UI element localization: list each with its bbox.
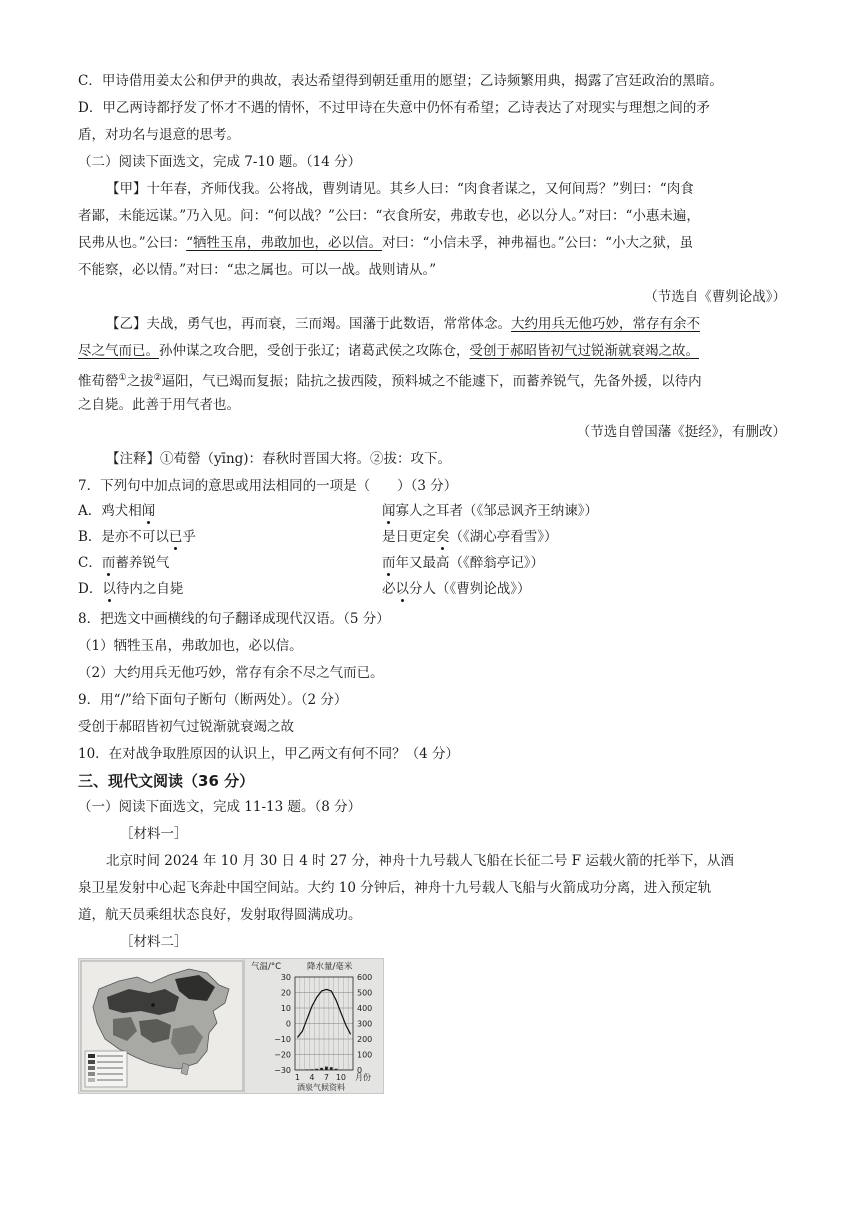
q7-c-right-text: 年又最高（《醉翁亭记》）	[395, 555, 544, 571]
x-tick-label: 4	[309, 1073, 315, 1082]
q8-stem: 8．把选文中画横线的句子翻译成现代汉语。（5 分）	[78, 611, 390, 627]
option-d-line1: D．甲乙两诗都抒发了怀才不遇的情怀，不过甲诗在失意中仍怀有希望；乙诗表达了对现实与理想之间的矛	[78, 100, 710, 116]
left-tick-label: 30	[280, 973, 291, 982]
x-axis-unit: 月份	[355, 1073, 371, 1082]
right-axis-ticks	[357, 973, 372, 1075]
yi-line1	[106, 315, 788, 333]
precipitation-bar	[315, 1069, 318, 1070]
q8-sentence-1: （1）牺牲玉帛，弗敢加也，必以信。	[78, 638, 303, 654]
material1-line1: 北京时间 2024 年 10 月 30 日 4 时 27 分，神舟十九号载人飞船在长征二号 F 运载火箭的托举下，从酒	[106, 853, 734, 869]
q7-c-right-dotted-word: 而	[382, 555, 396, 571]
precipitation-bar	[325, 1067, 328, 1070]
note-ref-1: ①	[118, 373, 127, 383]
q7-c-tail: 蓄养锐气	[115, 555, 170, 571]
q7-option-a-left	[78, 502, 368, 520]
q7-b-right-pre: 是日更定	[382, 529, 436, 545]
left-tick-label: −20	[274, 1050, 291, 1060]
q7-c-label: C．	[78, 555, 102, 571]
right-tick-label: 300	[357, 1019, 373, 1029]
precipitation-bar	[311, 1069, 314, 1070]
x-tick-label: 10	[335, 1073, 347, 1082]
yi-line3-a: 惟荀罃	[78, 373, 119, 390]
jia-line4: 不能察，必以情。”对曰：“忠之属也。可以一战。战则请从。”	[78, 262, 437, 278]
yi-line1-pre: 【乙】夫战，勇气也，再而衰，三而竭。国藩于此数语，常常体念。	[106, 316, 511, 332]
q7-c-dotted-word: 而	[101, 555, 116, 571]
material1-label: ［材料一］	[120, 826, 188, 842]
x-tick-label: 7	[323, 1073, 329, 1082]
q7-b-tail: 乎	[182, 529, 196, 545]
q7-a-right-text: 寡人之耳者（《邹忌讽齐王纳谏》）	[395, 503, 598, 519]
yi-line3-c: 逼阳，气已竭而复振；陆抗之拔西陵，预料城之不能遽下，而蓄养锐气，先备外援，以待内	[161, 373, 702, 390]
option-d-line2: 盾，对功名与退意的思考。	[78, 127, 240, 143]
q7-option-a-right	[382, 502, 782, 520]
q7-option-b-left	[78, 528, 368, 546]
precipitation-bar	[330, 1067, 333, 1070]
left-tick-label: −30	[274, 1066, 291, 1075]
precipitation-bar	[335, 1069, 338, 1070]
q7-d-right-text: 分人（《曹刿论战》）	[409, 581, 531, 597]
right-axis-title: 降水量/毫米	[307, 962, 353, 972]
yi-line2-mid: 孙仲谋之攻合肥，受创于张辽；诸葛武侯之攻陈仓，	[159, 343, 470, 359]
jia-source: （节选自《曹刿论战》）	[644, 289, 786, 305]
jia-line3-post: 对曰：“小信未孚，神弗福也。”公曰：“小大之狱，虽	[382, 235, 694, 251]
q7-option-c-left	[78, 554, 368, 572]
q8-sentence-2: （2）大约用兵无他巧妙，常存有余不尽之气而已。	[78, 665, 384, 681]
climate-chart-svg	[245, 959, 383, 1093]
jia-underlined-sentence: “牺牲玉帛，弗敢加也，必以信。	[186, 235, 383, 251]
precipitation-bar	[306, 1069, 309, 1070]
yi-line3	[78, 369, 788, 391]
q7-option-d-right	[382, 580, 782, 598]
annotation-note: 【注释】①荀罃（yīng)：春秋时晋国大将。②拔：攻下。	[106, 451, 452, 467]
jia-line1: 【甲】十年春，齐师伐我。公将战，曹刿请见。其乡人曰：“肉食者谋之，又何间焉？”刿曰：“肉食	[106, 181, 694, 197]
left-tick-label: 20	[280, 988, 291, 998]
section3-heading: 三、现代文阅读（36 分）	[78, 772, 255, 790]
chart-grid	[295, 977, 353, 1070]
q9-text: 受创于郝昭皆初气过锐渐就衰竭之故	[78, 719, 294, 735]
material1-line2: 泉卫星发射中心起飞奔赴中国空间站。大约 10 分钟后，神舟十九号载人飞船与火箭成功分离，进入预定轨	[78, 880, 712, 896]
left-axis-title: 气温/°C	[251, 962, 282, 972]
left-tick-label: 0	[285, 1019, 291, 1029]
option-c: C．甲诗借用姜太公和伊尹的典故，表达希望得到朝廷重用的愿望；乙诗频繁用典，揭露了宫廷政治的黑暗。	[78, 73, 723, 89]
yi-source: （节选自曾国藩《挺经》，有删改）	[576, 424, 786, 440]
precipitation-bar	[320, 1068, 323, 1070]
jiuquan-climate-chart	[244, 958, 384, 1094]
jia-line2: 者鄙，未能远谋。”乃入见。问：“何以战？”公曰：“衣食所安，弗敢专也，必以分人。”对曰：“小惠未遍，	[78, 208, 700, 224]
q9-stem: 9．用“/”给下面句子断句（断两处）。（2 分）	[78, 692, 348, 708]
q7-d-tail: 待内之自毙	[115, 581, 184, 597]
material2-label: ［材料二］	[120, 934, 188, 950]
q7-option-b-right	[382, 528, 782, 546]
q7-option-c-right	[382, 554, 782, 572]
yi-line4: 之自毙。此善于用气者也。	[78, 397, 240, 413]
section2-intro: （二）阅读下面选文，完成 7-10 题。（14 分）	[78, 154, 362, 170]
left-tick-label: −10	[274, 1035, 291, 1044]
q7-d-dotted-word: 以	[102, 581, 116, 597]
right-tick-label: 100	[357, 1050, 373, 1060]
q7-a-right-dotted-word: 闻	[382, 503, 396, 519]
x-axis-ticks	[295, 1073, 346, 1082]
q7-stem: 7．下列句中加点词的意思或用法相同的一项是（ ）（3 分）	[78, 478, 458, 494]
note-ref-2: ②	[153, 373, 162, 383]
yi-underlined-sentence-a: 大约用兵无他巧妙，常存有余不	[511, 316, 700, 332]
q7-d-right-dotted-word: 以	[395, 581, 409, 597]
q7-d-right-pre: 必	[382, 581, 396, 597]
q10-stem: 10．在对战争取胜原因的认识上，甲乙两文有何不同？（4 分）	[78, 746, 460, 762]
q7-option-d-left	[78, 580, 368, 598]
q7-d-label: D．	[78, 581, 103, 597]
x-tick-label: 1	[294, 1073, 300, 1082]
q7-b-dotted-word: 已	[168, 529, 183, 545]
right-tick-label: 400	[357, 1004, 373, 1013]
yi-line2	[78, 342, 788, 360]
q7-a-dotted-word: 闻	[141, 503, 156, 519]
jia-line3-pre: 民弗从也。”公曰：	[78, 235, 187, 251]
china-map-image	[79, 959, 245, 1093]
jia-line3	[78, 234, 788, 252]
q7-b-label: B．是亦不可以	[78, 529, 169, 545]
material1-line3: 道，航天员乘组状态良好，发射取得圆满成功。	[78, 907, 362, 923]
right-tick-label: 0	[357, 1066, 363, 1075]
chart-caption: 酒泉气候资料	[297, 1083, 345, 1092]
left-axis-ticks	[274, 973, 291, 1075]
left-tick-label: 10	[280, 1004, 291, 1013]
yi-line3-b: 之拔	[126, 373, 154, 390]
yi-underlined-sentence-b: 尽之气而已。	[78, 343, 159, 359]
right-tick-label: 500	[357, 988, 373, 998]
china-climate-map	[78, 958, 246, 1094]
section3-intro: （一）阅读下面选文，完成 11-13 题。（8 分）	[78, 799, 362, 815]
q7-a-label: A．鸡犬相	[78, 503, 142, 519]
right-tick-label: 200	[357, 1035, 373, 1044]
right-tick-label: 600	[357, 973, 373, 982]
q7-b-right-dotted-word: 矣	[436, 529, 450, 545]
q7-b-right-text: （《湖心亭看雪》）	[449, 529, 558, 545]
yi-underlined-sentence-c: 受创于郝昭皆初气过锐渐就衰竭之故。	[469, 343, 699, 359]
